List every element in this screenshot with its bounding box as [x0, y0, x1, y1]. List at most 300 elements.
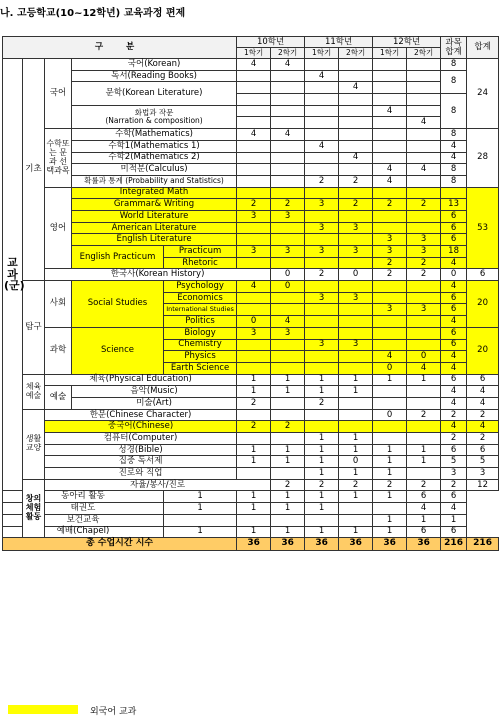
cell: 4: [373, 164, 407, 176]
cell: 0: [441, 269, 467, 281]
cell: 6: [407, 526, 441, 538]
cell: [271, 82, 305, 94]
cell: [339, 117, 373, 129]
row-name: 확률과 통계 (Probability and Statistics): [72, 175, 237, 187]
cell: 1: [305, 433, 339, 445]
cell: [237, 105, 271, 117]
cell: 1: [305, 374, 339, 386]
cell: 1: [237, 503, 271, 515]
cell: 1: [237, 526, 271, 538]
cell: 1: [441, 514, 467, 526]
gicho-label: 기초: [23, 59, 45, 281]
cell: 4: [407, 362, 441, 374]
kor-sum-a: 8: [441, 70, 467, 93]
cell: 4: [339, 152, 373, 164]
row-name: 미술(Art): [72, 397, 237, 409]
cell: [305, 421, 339, 433]
cell: [407, 316, 441, 328]
row-name: World Literature: [72, 210, 237, 222]
cell: [305, 210, 339, 222]
cell: 1: [271, 444, 305, 456]
cell: 3: [467, 468, 499, 480]
cell: [339, 70, 373, 82]
cell: 1: [271, 374, 305, 386]
cell: 4: [467, 386, 499, 398]
cell: [271, 222, 305, 234]
cell: 4: [441, 152, 467, 164]
cell: [339, 409, 373, 421]
cell: [237, 409, 271, 421]
cell: [339, 234, 373, 246]
cell: 2: [305, 397, 339, 409]
row-name: 컴퓨터(Computer): [45, 433, 237, 445]
cell: 1: [373, 456, 407, 468]
cell: 3: [407, 234, 441, 246]
gugeo-label: 국어: [45, 59, 72, 129]
cell: 4: [467, 421, 499, 433]
cell: 2: [237, 397, 271, 409]
cell: [407, 94, 441, 106]
row-name: 성경(Bible): [45, 444, 237, 456]
cell: 6: [441, 444, 467, 456]
cell: 3: [305, 339, 339, 351]
cell: [373, 503, 407, 515]
cell: 1: [237, 386, 271, 398]
cell: 8: [441, 59, 467, 71]
cell: [339, 362, 373, 374]
cell: [339, 210, 373, 222]
cell: 1: [373, 514, 407, 526]
english-practicum-label: English Practicum: [72, 246, 164, 269]
cell: 1: [339, 491, 373, 503]
cell: 1: [407, 514, 441, 526]
cell: [305, 94, 339, 106]
cell: [373, 129, 407, 141]
cell: [237, 140, 271, 152]
row-name: 진로와 직업: [45, 468, 237, 480]
cell: 13: [441, 199, 467, 211]
cell: [305, 304, 339, 316]
cell: 4: [237, 129, 271, 141]
cell: 8: [441, 164, 467, 176]
cell: [339, 187, 373, 199]
cell: [407, 140, 441, 152]
cell: [237, 234, 271, 246]
cell: [305, 152, 339, 164]
cell: [373, 327, 407, 339]
row-name: 체육(Physical Education): [45, 374, 237, 386]
row-name: 동아리 활동: [3, 491, 164, 503]
cell: [237, 117, 271, 129]
cell: 1: [164, 503, 237, 515]
row-name: Psychology: [164, 281, 237, 293]
chegyoung-label: 체육예술: [23, 374, 45, 409]
cell: 1: [373, 526, 407, 538]
cell: 3: [441, 468, 467, 480]
cell: [339, 94, 373, 106]
cell: 1: [237, 456, 271, 468]
cell: 1: [305, 526, 339, 538]
sci-group-total: 20: [467, 327, 499, 374]
cell: 1: [373, 444, 407, 456]
cell: 2: [441, 409, 467, 421]
cell: 2: [467, 433, 499, 445]
cell: [407, 468, 441, 480]
cell: 4: [373, 351, 407, 363]
cell: 1: [271, 386, 305, 398]
cell: 3: [339, 339, 373, 351]
cell: 2: [271, 199, 305, 211]
cell: [373, 117, 407, 129]
cell: [373, 316, 407, 328]
cell: 1: [373, 491, 407, 503]
cell: 0: [339, 269, 373, 281]
cell: [407, 327, 441, 339]
cell: [373, 397, 407, 409]
cell: [339, 59, 373, 71]
cell: 0: [373, 362, 407, 374]
cell: [339, 351, 373, 363]
cell: [237, 514, 271, 526]
cell: [271, 187, 305, 199]
cell: [305, 187, 339, 199]
cell: 8: [441, 175, 467, 187]
cell: [305, 257, 339, 269]
cell: [339, 105, 373, 117]
cell: 1: [373, 374, 407, 386]
math-group-total: 28: [467, 129, 499, 187]
cell: 3: [407, 246, 441, 258]
cell: 2: [407, 257, 441, 269]
cell: [237, 187, 271, 199]
row-name: English Literature: [72, 234, 237, 246]
cell: [407, 292, 441, 304]
yesul-label: 예술: [45, 386, 72, 409]
cell: [407, 397, 441, 409]
cell: 1: [305, 456, 339, 468]
row-name: Grammar& Writing: [72, 199, 237, 211]
cell: [373, 292, 407, 304]
cell: 2: [441, 479, 467, 491]
cell: [373, 433, 407, 445]
cell: 4: [441, 281, 467, 293]
cell: [407, 421, 441, 433]
cell: 2: [237, 199, 271, 211]
row-name: 보건교육: [3, 514, 164, 526]
social-group-total: 20: [467, 281, 499, 328]
cell: [237, 433, 271, 445]
gyogwa-label: 교과(군): [3, 59, 23, 491]
cell: 4: [339, 82, 373, 94]
cell: 2: [407, 409, 441, 421]
cell: [271, 164, 305, 176]
eng-group-total: 53: [467, 187, 499, 269]
sahoe-label: 사회: [45, 281, 72, 328]
cell: [237, 468, 271, 480]
cell: 3: [373, 246, 407, 258]
cell: 1: [237, 491, 271, 503]
cell: [339, 129, 373, 141]
cell: 6: [441, 234, 467, 246]
cell: 2: [237, 421, 271, 433]
row-name: American Literature: [72, 222, 237, 234]
cell: 6: [441, 327, 467, 339]
cell: 4: [441, 316, 467, 328]
header-grade11: 11학년: [305, 37, 373, 48]
cell: [271, 117, 305, 129]
cell: 1: [237, 444, 271, 456]
cell: 12: [467, 479, 499, 491]
cell: 8: [441, 129, 467, 141]
row-name-line2: (Narration & composition): [105, 115, 203, 125]
cell: 4: [441, 257, 467, 269]
cell: 1: [305, 386, 339, 398]
cell: 6: [441, 304, 467, 316]
cell: [407, 59, 441, 71]
page-title: 나. 고등학교(10~12학년) 교육과정 편제: [0, 8, 186, 19]
cell: [271, 175, 305, 187]
tamgu-label: 탐구: [23, 281, 45, 375]
row-name: 음악(Music): [72, 386, 237, 398]
cell: 4: [441, 421, 467, 433]
row-name-line1: 화법과 작문: [134, 108, 174, 118]
header-sem2: 2학기: [271, 48, 305, 59]
cell: [305, 59, 339, 71]
cell: [339, 304, 373, 316]
cell: 1: [373, 468, 407, 480]
cell: 2: [305, 269, 339, 281]
cell: [271, 70, 305, 82]
cell: 3: [305, 292, 339, 304]
cell: [407, 129, 441, 141]
row-name: International Studies: [164, 304, 237, 316]
cell: [407, 152, 441, 164]
cell: [373, 94, 407, 106]
cell: [305, 281, 339, 293]
cell: [373, 339, 407, 351]
cell: 6: [467, 269, 499, 281]
cell: [237, 152, 271, 164]
cell: [237, 339, 271, 351]
cell: [305, 117, 339, 129]
cell: [237, 70, 271, 82]
cell: 1: [407, 374, 441, 386]
cell: 0: [339, 456, 373, 468]
total-label: 총 수업시간 시수: [3, 538, 237, 551]
row-name: Chemistry: [164, 339, 237, 351]
cell: [271, 362, 305, 374]
cell: 4: [305, 70, 339, 82]
cell: 2: [407, 199, 441, 211]
gwahak-label: 과학: [45, 327, 72, 374]
cell: 3: [373, 304, 407, 316]
cell: 2: [467, 409, 499, 421]
saenghwal-label: 생활교양: [23, 409, 45, 479]
header-sem1: 1학기: [305, 48, 339, 59]
cell: 3: [407, 304, 441, 316]
kor-group-total: 24: [467, 59, 499, 129]
cell: [271, 409, 305, 421]
header-sem1: 1학기: [237, 48, 271, 59]
cell: [373, 386, 407, 398]
cell: 3: [237, 210, 271, 222]
cell: 2: [373, 269, 407, 281]
cell: 6: [467, 374, 499, 386]
cell: [237, 351, 271, 363]
cell: 3: [305, 199, 339, 211]
cell: 3: [339, 246, 373, 258]
cell: 3: [271, 210, 305, 222]
cell: [339, 257, 373, 269]
cell: [373, 70, 407, 82]
row-name: Physics: [164, 351, 237, 363]
row-name: 수학1(Mathematics 1): [72, 140, 237, 152]
cell: 1: [271, 491, 305, 503]
cell: [407, 187, 441, 199]
cell: 2: [271, 421, 305, 433]
cell: [373, 281, 407, 293]
cell: 6: [441, 339, 467, 351]
cell: 4: [407, 164, 441, 176]
curriculum-table: [2, 36, 499, 551]
cell: [339, 397, 373, 409]
cell: 2: [339, 175, 373, 187]
cell: 3: [305, 222, 339, 234]
cell: 0: [407, 351, 441, 363]
yeongeo-label: 영어: [45, 187, 72, 269]
cell: 0: [271, 281, 305, 293]
cell: 4: [237, 59, 271, 71]
cell: [271, 94, 305, 106]
cell: 1: [305, 444, 339, 456]
cell: [305, 409, 339, 421]
cell: 4: [441, 386, 467, 398]
cell: 2: [339, 479, 373, 491]
cell: 3: [305, 246, 339, 258]
cell: 0: [271, 269, 305, 281]
row-name: Politics: [164, 316, 237, 328]
cell: 4: [441, 140, 467, 152]
changui-label: 창의체험활동: [23, 479, 45, 537]
cell: [271, 257, 305, 269]
row-name: 한문(Chinese Character): [45, 409, 237, 421]
cell: 1: [339, 526, 373, 538]
cell: [441, 187, 467, 199]
cell: 1: [339, 444, 373, 456]
cell: 0: [237, 316, 271, 328]
row-name: 미적분(Calculus): [72, 164, 237, 176]
cell: [271, 234, 305, 246]
cell: [407, 82, 441, 94]
cell: 6: [467, 444, 499, 456]
cell: [407, 175, 441, 187]
cell: 2: [407, 479, 441, 491]
cell: 1: [164, 491, 237, 503]
cell: 6: [441, 222, 467, 234]
row-name: 독서(Reading Books): [72, 70, 237, 82]
cell: 4: [373, 175, 407, 187]
cell: 36: [271, 538, 305, 551]
row-name: Biology: [164, 327, 237, 339]
row-name: 태권도: [3, 503, 164, 515]
cell: [373, 82, 407, 94]
cell: [237, 292, 271, 304]
cell: 18: [441, 246, 467, 258]
cell: 36: [237, 538, 271, 551]
header-grade12: 12학년: [373, 37, 441, 48]
cell: 4: [407, 503, 441, 515]
cell: 36: [339, 538, 373, 551]
cell: [271, 292, 305, 304]
cell: 1: [339, 374, 373, 386]
row-name: 국어(Korean): [72, 59, 237, 71]
header-gubun: 구 분: [3, 37, 237, 59]
cell: [237, 175, 271, 187]
row-name: Integrated Math: [72, 187, 237, 199]
cell: [305, 82, 339, 94]
social-studies-label: Social Studies: [72, 281, 164, 328]
cell: [373, 210, 407, 222]
cell: [237, 257, 271, 269]
cell: [373, 59, 407, 71]
cell: 1: [339, 468, 373, 480]
cell: [339, 503, 373, 515]
cell: 4: [441, 397, 467, 409]
cell: [373, 140, 407, 152]
header-grade10: 10학년: [237, 37, 305, 48]
cell: [305, 351, 339, 363]
cell: [407, 210, 441, 222]
cell: 0: [373, 409, 407, 421]
cell: 6: [407, 491, 441, 503]
cell: [305, 234, 339, 246]
row-name: 문학(Korean Literature): [72, 82, 237, 105]
cell: 6: [441, 491, 467, 503]
cell: 4: [373, 105, 407, 117]
cell: 2: [305, 175, 339, 187]
cell: 5: [467, 456, 499, 468]
cell: 3: [271, 246, 305, 258]
cell: [305, 129, 339, 141]
cell: 3: [339, 222, 373, 234]
cell: [339, 164, 373, 176]
row-name: 집중 독서제: [45, 456, 237, 468]
cell: [373, 187, 407, 199]
cell: 4: [407, 117, 441, 129]
cell: 216: [441, 538, 467, 551]
cell: [407, 222, 441, 234]
row-name: 예배(Chapel): [3, 526, 164, 538]
cell: [305, 105, 339, 117]
cell: 2: [271, 479, 305, 491]
cell: 216: [467, 538, 499, 551]
cell: [339, 421, 373, 433]
cell: [373, 421, 407, 433]
cell: [237, 94, 271, 106]
cell: 1: [407, 456, 441, 468]
cell: 1: [339, 386, 373, 398]
cell: 2: [339, 199, 373, 211]
cell: [305, 316, 339, 328]
cell: [407, 70, 441, 82]
cell: 1: [305, 468, 339, 480]
row-name: Practicum: [164, 246, 237, 258]
cell: 1: [339, 433, 373, 445]
cell: 4: [441, 362, 467, 374]
cell: [339, 281, 373, 293]
header-sem2: 2학기: [339, 48, 373, 59]
cell: [271, 468, 305, 480]
